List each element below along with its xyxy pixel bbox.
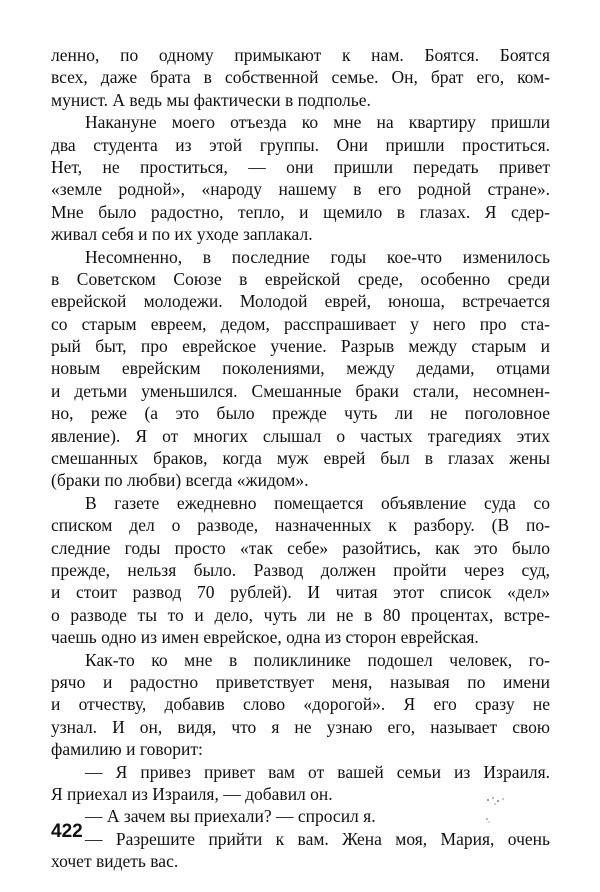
text-line: Накануне моего отъезда ко мне на квартиру пришли — [85, 112, 550, 133]
text-line: — Разрешите прийти к вам. Жена моя, Мария, очень — [85, 828, 550, 849]
text-line: прежде, нельзя было. Развод должен пройти через суд, — [51, 559, 550, 580]
text-line: Я приехал из Израиля, — добавил он. — [51, 783, 333, 804]
text-line: Несомненно, в последние годы кое-что изменилось — [85, 246, 550, 267]
text-line: фамилию и говорит: — [51, 739, 203, 760]
text-line: всех, даже брата в собственной семье. Он, брат его, ком- — [51, 67, 550, 88]
text-line: следние годы просто «так себе» разойтись, как это было — [51, 537, 550, 558]
text-line: и отчеству, добавив слово «дорогой». Я его сразу не — [51, 694, 550, 715]
paragraph — [51, 805, 550, 827]
text-line: Мне было радостно, тепло, и щемило в глазах. Я сдер- — [51, 201, 550, 222]
text-line: рячо и радостно приветствует меня, называя по имени — [51, 671, 550, 692]
text-line: — А зачем вы приехали? — спросил я. — [85, 806, 376, 827]
text-line: узнал. И он, видя, что я не узнаю его, называет свою — [51, 716, 550, 737]
text-line: ленно, по одному примыкают к нам. Боятся. Боятся — [51, 45, 550, 65]
text-line: Как-то ко мне в поликлинике подошел человек, го- — [85, 649, 550, 670]
paragraph — [51, 761, 550, 806]
text-line: (браки по любви) всегда «жидом». — [51, 470, 309, 491]
text-line: мунист. А ведь мы фактически в подполье. — [51, 89, 371, 110]
text-line: чаешь одно из имен еврейское, одна из сторон еврейская. — [51, 627, 479, 648]
text-line: рый быт, про еврейское учение. Разрыв между старым и — [51, 336, 550, 357]
print-specks-mark — [484, 795, 508, 825]
text-line: Нет, не проститься, — они пришли передать привет — [51, 156, 550, 177]
paragraph — [51, 492, 550, 649]
text-line: живал себя и по их уходе заплакал. — [51, 224, 313, 245]
text-line: со старым евреем, дедом, расспрашивает у него про ста- — [51, 313, 550, 334]
text-line: смешанных браков, когда муж еврей был в глазах жены — [51, 448, 550, 469]
page-number: 422 — [51, 821, 83, 842]
paragraph — [51, 828, 550, 873]
text-line: новым еврейским поколениями, между дедами, отцами — [51, 358, 550, 379]
text-line: но, реже (а это было прежде чуть ли не поголовное — [51, 403, 550, 424]
text-line: в Советском Союзе в еврейской среде, особенно среди — [51, 268, 550, 289]
text-line: «земле родной», «народу нашему в его родной стране». — [51, 179, 550, 200]
text-line: хочет видеть вас. — [51, 851, 179, 872]
paragraph — [51, 111, 550, 245]
text-line: и стоит развод 70 рублей). И читая этот список «дел» — [51, 582, 550, 603]
text-line: списком дел о разводе, назначенных к разбору. (В по- — [51, 515, 550, 536]
text-line: В газете ежедневно помещается объявление суда со — [85, 492, 550, 513]
text-line: и детьми уменьшился. Смешанные браки стали, несомнен- — [51, 380, 550, 401]
paragraph — [51, 44, 550, 111]
text-line: — Я привез привет вам от вашей семьи из Израиля. — [85, 761, 550, 782]
paragraph — [51, 246, 550, 492]
text-line: о разводе ты то и дело, чуть ли не в 80 процентах, встре- — [51, 604, 550, 625]
text-line: два студента из этой группы. Они пришли проститься. — [51, 134, 550, 155]
text-line: явление). Я от многих слышал о частых трагедиях этих — [51, 425, 550, 446]
paragraph — [51, 649, 550, 761]
text-line: еврейской молодежи. Молодой еврей, юноша, встречается — [51, 291, 550, 312]
body-text — [51, 44, 550, 872]
